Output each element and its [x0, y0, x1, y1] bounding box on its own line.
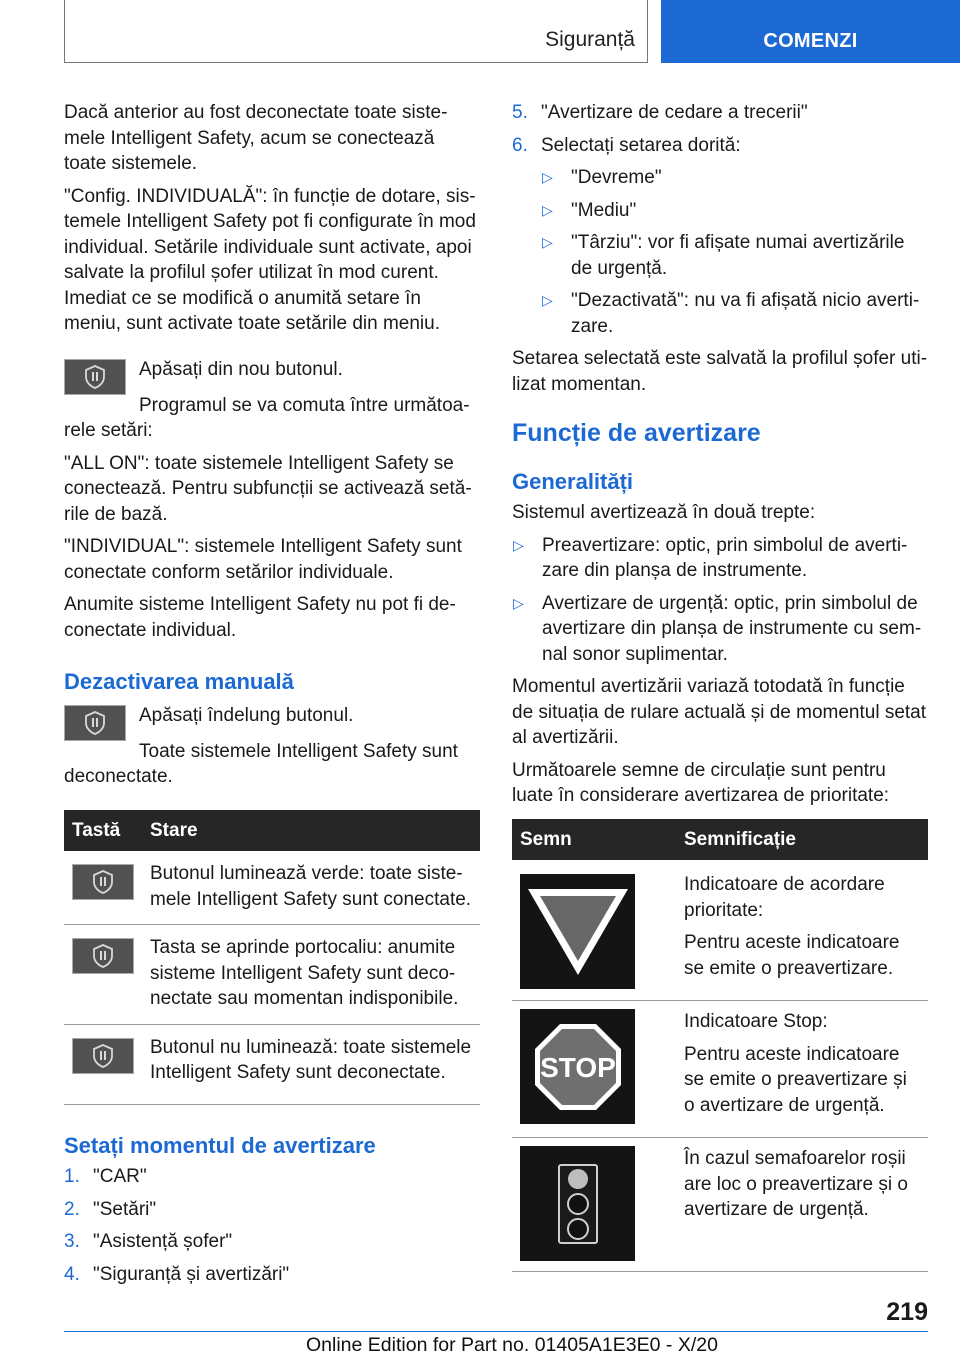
- section-heading: Dezactivarea manuală: [64, 669, 294, 694]
- signs-table: [512, 819, 928, 1273]
- option-text: "Mediu": [571, 199, 637, 221]
- list-item: [512, 100, 928, 126]
- table-header: [64, 810, 480, 852]
- step-number: 4.: [64, 1263, 80, 1285]
- stage-text: Avertizare de urgență: optic, prin simbolul de avertizare din planșa de instrumente cu semnal sonor suplimentar.: [542, 592, 922, 665]
- step-number: 6.: [512, 134, 528, 156]
- list-item: [512, 591, 928, 668]
- instruction-text: Apăsați din nou butonul.: [139, 358, 343, 380]
- option-text: "Dezactivată": nu va fi afișată nicio avertizare.: [571, 290, 920, 337]
- option-text: "Devreme": [571, 167, 662, 188]
- step-text: Selectați setarea dorită:: [541, 134, 741, 156]
- table-cell: [676, 1138, 928, 1272]
- table-cell: [512, 1001, 676, 1138]
- list-item: [64, 1229, 480, 1255]
- page-number: 219: [886, 1298, 928, 1326]
- list-item: [541, 165, 928, 191]
- step-number: 1.: [64, 1166, 80, 1187]
- button-off-icon: [72, 1038, 134, 1074]
- options-list: [512, 165, 928, 339]
- list-item: [541, 230, 928, 281]
- paragraph: Setarea selectată este salvată la profilul șofer utilizat momentan.: [512, 348, 928, 395]
- table-cell: [676, 860, 928, 1001]
- stage-text: Preavertizare: optic, prin simbolul de avertizare din planșa de instrumente.: [542, 534, 908, 581]
- table-cell: [512, 1138, 676, 1272]
- sign-meaning: În cazul semafoarelor roșii are loc o preavertizare și o avertizare de urgență.: [684, 1148, 908, 1220]
- paragraph: Toate sistemele Intelligent Safety sunt deconectate.: [64, 740, 458, 787]
- table-header-cell: Semnificație: [676, 819, 928, 861]
- paragraph: Programul se va comuta între următoarele setări:: [64, 394, 470, 441]
- traffic-light-icon: [520, 1146, 635, 1261]
- table-header-cell: Stare: [142, 810, 480, 852]
- option-text: "Târziu": vor fi afișate numai avertizările de urgență.: [571, 232, 905, 279]
- button-instruction: [64, 357, 480, 395]
- paragraph: "INDIVIDUAL": sistemele Intelligent Safety sunt conectate conform setărilor individuale.: [64, 536, 462, 583]
- table-cell: Butonul nu luminează: toate sistemele Intelligent Safety sunt deconectate.: [142, 1024, 480, 1104]
- table-row: [64, 925, 480, 1025]
- right-column: [512, 100, 928, 1272]
- list-item: [64, 1197, 480, 1223]
- step-text: "Avertizare de cedare a trecerii": [541, 102, 808, 123]
- steps-list: [64, 1164, 480, 1287]
- instruction-text: Apăsați îndelung butonul.: [139, 704, 354, 726]
- paragraph: Sistemul avertizează în două trepte:: [512, 502, 816, 523]
- table-cell: Butonul luminează verde: toate sistemele Intelligent Safety sunt conectate.: [142, 851, 480, 925]
- chapter-tab[interactable]: COMENZI: [661, 0, 960, 63]
- list-item: [512, 133, 928, 159]
- triangle-bullet-icon: ▷: [513, 594, 524, 611]
- step-text: "CAR": [93, 1166, 147, 1187]
- table-cell: Tasta se aprinde portocaliu: anumite sisteme Intelligent Safety sunt deconectate sau momentan indisponibile.: [142, 925, 480, 1025]
- button-status-table: [64, 810, 480, 1105]
- sign-meaning: Indicatoare de acordare prioritate:: [684, 874, 885, 921]
- table-row: [512, 860, 928, 1001]
- left-column: [64, 100, 480, 1294]
- triangle-bullet-icon: ▷: [542, 201, 553, 218]
- list-item: [541, 198, 928, 224]
- paragraph: "ALL ON": toate sistemele Intelligent Safety se conectează. Pentru subfuncții se activează setările de bază.: [64, 452, 472, 525]
- footer-edition: Online Edition for Part no. 01405A1E3E0 - X/20: [306, 1334, 718, 1356]
- stages-list: [512, 533, 928, 668]
- button-green-icon: [72, 864, 134, 900]
- list-item: [64, 1164, 480, 1190]
- yield-sign-icon: [520, 874, 635, 989]
- stop-sign-icon: [520, 1009, 635, 1124]
- section-heading: Setați momentul de avertizare: [64, 1132, 376, 1158]
- table-row: [512, 1001, 928, 1138]
- intelligent-safety-button-icon: [64, 705, 126, 741]
- intelligent-safety-button-icon: [64, 359, 126, 395]
- table-cell: [512, 860, 676, 1001]
- triangle-bullet-icon: ▷: [513, 536, 524, 553]
- header-left-box: [64, 0, 648, 63]
- table-header: [512, 819, 928, 861]
- list-item: [512, 533, 928, 584]
- table-cell: [64, 925, 142, 1025]
- table-cell: [64, 1024, 142, 1104]
- step-text: "Siguranță și avertizări": [93, 1263, 290, 1285]
- footer-divider: [64, 1331, 928, 1332]
- step-text: "Asistență șofer": [93, 1231, 233, 1252]
- sign-meaning: Pentru aceste indicatoare se emite o preavertizare.: [684, 932, 900, 979]
- table-row: [64, 851, 480, 925]
- table-header-cell: Semn: [512, 819, 676, 861]
- step-number: 2.: [64, 1198, 80, 1220]
- triangle-bullet-icon: ▷: [542, 169, 553, 185]
- paragraph: Anumite sisteme Intelligent Safety nu pot fi deconectate individual.: [64, 594, 456, 641]
- triangle-bullet-icon: ▷: [542, 292, 553, 308]
- subsection-heading: Generalități: [512, 468, 634, 494]
- table-row: [512, 1138, 928, 1272]
- list-item: [64, 1262, 480, 1288]
- step-number: 3.: [64, 1231, 80, 1252]
- table-header-cell: Tastă: [64, 810, 142, 852]
- triangle-bullet-icon: ▷: [542, 234, 553, 250]
- table-row: [64, 1024, 480, 1104]
- paragraph: "Config. INDIVIDUALĂ": în funcție de dotare, sistemele Intelligent Safety pot fi configurate în mod individual. Setările individuale sunt activate, apoi salvate la profilul șofer utilizat în mod curent. Imediat ce se modifică o anumită setare în meniu, sunt activate toate setările din meniu.: [64, 185, 476, 334]
- sign-meaning: Indicatoare Stop:: [684, 1011, 828, 1032]
- list-item: [541, 288, 928, 339]
- step-text: "Setări": [93, 1198, 157, 1220]
- button-orange-icon: [72, 938, 134, 974]
- stop-sign-label: STOP: [539, 1051, 616, 1083]
- table-cell: [64, 851, 142, 925]
- table-cell: [676, 1001, 928, 1138]
- button-instruction: [64, 703, 480, 741]
- sign-meaning: Pentru aceste indicatoare se emite o preavertizare și o avertizare de urgență.: [684, 1043, 907, 1116]
- paragraph: Momentul avertizării variază totodată în funcție de situația de rulare actuală și de momentul setat al avertizării.: [512, 676, 927, 748]
- section-title: Siguranță: [545, 28, 635, 51]
- paragraph: Dacă anterior au fost deconectate toate sistemele Intelligent Safety, acum se conectează toate sistemele.: [64, 102, 448, 174]
- steps-list: [512, 100, 928, 158]
- step-number: 5.: [512, 102, 528, 123]
- paragraph: Următoarele semne de circulație sunt pentru luate în considerare avertizarea de prioritate:: [512, 759, 890, 806]
- section-heading: Funcție de avertizare: [512, 419, 761, 447]
